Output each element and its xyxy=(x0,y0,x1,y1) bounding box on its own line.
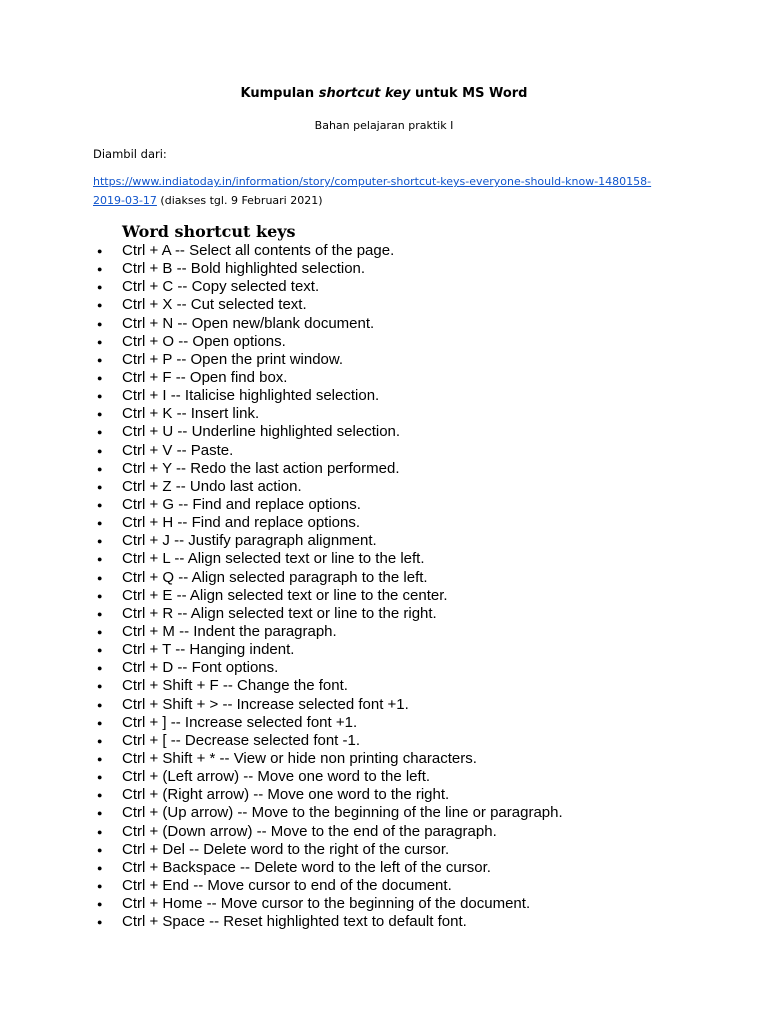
shortcut-text: Ctrl + End -- Move cursor to end of the document. xyxy=(122,876,452,894)
bullet-icon: ● xyxy=(97,826,103,837)
shortcut-text: Ctrl + Shift + F -- Change the font. xyxy=(122,677,348,695)
shortcut-text: Ctrl + (Right arrow) -- Move one word to the right. xyxy=(122,786,450,804)
shortcut-text: Ctrl + R -- Align selected text or line to the right. xyxy=(122,604,437,622)
bullet-icon: ● xyxy=(97,536,103,547)
bullet-icon: ● xyxy=(97,717,103,728)
document-title xyxy=(0,86,768,101)
shortcut-text: Ctrl + [ -- Decrease selected font -1. xyxy=(122,731,361,749)
bullet-icon: ● xyxy=(97,318,103,329)
bullet-icon: ● xyxy=(97,681,103,692)
source-link[interactable]: https://www.indiatoday.in/information/story/computer-shortcut-keys-everyone-should-know-1480158-2019-03-17 xyxy=(93,175,652,207)
shortcut-text: Ctrl + X -- Cut selected text. xyxy=(122,296,307,314)
bullet-icon: ● xyxy=(97,463,103,474)
bullet-icon: ● xyxy=(97,772,103,783)
bullet-icon: ● xyxy=(97,427,103,438)
section-heading: Word shortcut keys xyxy=(122,222,296,241)
bullet-icon: ● xyxy=(97,753,103,764)
source-paragraph xyxy=(93,172,653,210)
bullet-icon: ● xyxy=(97,917,103,928)
shortcut-text: Ctrl + Shift + * -- View or hide non printing characters. xyxy=(122,749,477,767)
bullet-icon: ● xyxy=(97,554,103,565)
shortcut-text: Ctrl + Home -- Move cursor to the beginning of the document. xyxy=(122,895,531,913)
shortcut-text: Ctrl + L -- Align selected text or line to the left. xyxy=(122,550,425,568)
shortcut-text: Ctrl + Y -- Redo the last action performed. xyxy=(122,459,400,477)
shortcut-text: Ctrl + P -- Open the print window. xyxy=(122,350,344,368)
shortcut-text: Ctrl + K -- Insert link. xyxy=(122,405,260,423)
source-access-note: (diakses tgl. 9 Februari 2021) xyxy=(156,194,323,207)
shortcut-text: Ctrl + M -- Indent the paragraph. xyxy=(122,622,337,640)
document-subtitle: Bahan pelajaran praktik I xyxy=(314,119,454,132)
title-suffix: untuk MS Word xyxy=(410,86,528,101)
shortcut-text: Ctrl + F -- Open find box. xyxy=(122,368,288,386)
bullet-icon: ● xyxy=(97,391,103,402)
shortcut-text: Ctrl + A -- Select all contents of the page. xyxy=(122,242,395,259)
bullet-icon: ● xyxy=(97,572,103,583)
bullet-icon: ● xyxy=(97,808,103,819)
bullet-icon: ● xyxy=(97,518,103,529)
bullet-icon: ● xyxy=(97,264,103,275)
shortcut-text: Ctrl + G -- Find and replace options. xyxy=(122,495,361,513)
bullet-icon: ● xyxy=(97,336,103,347)
bullet-icon: ● xyxy=(97,409,103,420)
shortcut-text: Ctrl + (Left arrow) -- Move one word to the left. xyxy=(122,768,431,786)
shortcut-text: Ctrl + D -- Font options. xyxy=(122,659,279,677)
bullet-icon: ● xyxy=(97,354,103,365)
bullet-icon: ● xyxy=(97,590,103,601)
bullet-icon: ● xyxy=(97,645,103,656)
shortcut-text: Ctrl + T -- Hanging indent. xyxy=(122,641,295,659)
source-label: Diambil dari: xyxy=(93,147,167,161)
shortcut-text: Ctrl + H -- Find and replace options. xyxy=(122,514,361,532)
shortcut-text: Ctrl + U -- Underline highlighted selection. xyxy=(122,423,401,441)
bullet-icon: ● xyxy=(97,626,103,637)
bullet-icon: ● xyxy=(97,445,103,456)
shortcut-text: Ctrl + ] -- Increase selected font +1. xyxy=(122,713,358,731)
bullet-icon: ● xyxy=(97,844,103,855)
shortcut-text: Ctrl + N -- Open new/blank document. xyxy=(122,314,375,332)
shortcut-text: Ctrl + J -- Justify paragraph alignment. xyxy=(122,532,377,550)
shortcut-text: Ctrl + (Up arrow) -- Move to the beginning of the line or paragraph. xyxy=(122,804,563,822)
bullet-icon: ● xyxy=(97,246,103,256)
shortcut-text: Ctrl + Backspace -- Delete word to the left of the cursor. xyxy=(122,858,491,876)
shortcut-text: Ctrl + (Down arrow) -- Move to the end of the paragraph. xyxy=(122,822,497,840)
shortcut-text: Ctrl + Z -- Undo last action. xyxy=(122,477,302,495)
bullet-icon: ● xyxy=(97,862,103,873)
bullet-icon: ● xyxy=(97,300,103,311)
shortcut-text: Ctrl + Q -- Align selected paragraph to the left. xyxy=(122,568,428,586)
bullet-icon: ● xyxy=(97,372,103,383)
bullet-icon: ● xyxy=(97,481,103,492)
bullet-icon: ● xyxy=(97,735,103,746)
shortcut-text: Ctrl + Shift + > -- Increase selected font +1. xyxy=(122,695,409,713)
bullet-icon: ● xyxy=(97,699,103,710)
bullet-icon: ● xyxy=(97,608,103,619)
shortcut-text: Ctrl + Space -- Reset highlighted text to default font. xyxy=(122,913,467,931)
shortcut-text: Ctrl + E -- Align selected text or line to the center. xyxy=(122,586,448,604)
title-prefix: Kumpulan xyxy=(240,86,319,101)
shortcut-text: Ctrl + Del -- Delete word to the right of the cursor. xyxy=(122,840,450,858)
title-italic: shortcut key xyxy=(318,86,411,101)
bullet-icon: ● xyxy=(97,282,103,293)
shortcut-text: Ctrl + B -- Bold highlighted selection. xyxy=(122,260,366,278)
bullet-icon: ● xyxy=(97,899,103,910)
shortcut-text: Ctrl + C -- Copy selected text. xyxy=(122,278,320,296)
shortcut-text: Ctrl + O -- Open options. xyxy=(122,332,286,350)
bullet-icon: ● xyxy=(97,499,103,510)
shortcut-text: Ctrl + I -- Italicise highlighted selection. xyxy=(122,387,380,405)
bullet-icon: ● xyxy=(97,663,103,674)
bullet-icon: ● xyxy=(97,790,103,801)
bullet-icon: ● xyxy=(97,880,103,891)
shortcut-text: Ctrl + V -- Paste. xyxy=(122,441,234,459)
